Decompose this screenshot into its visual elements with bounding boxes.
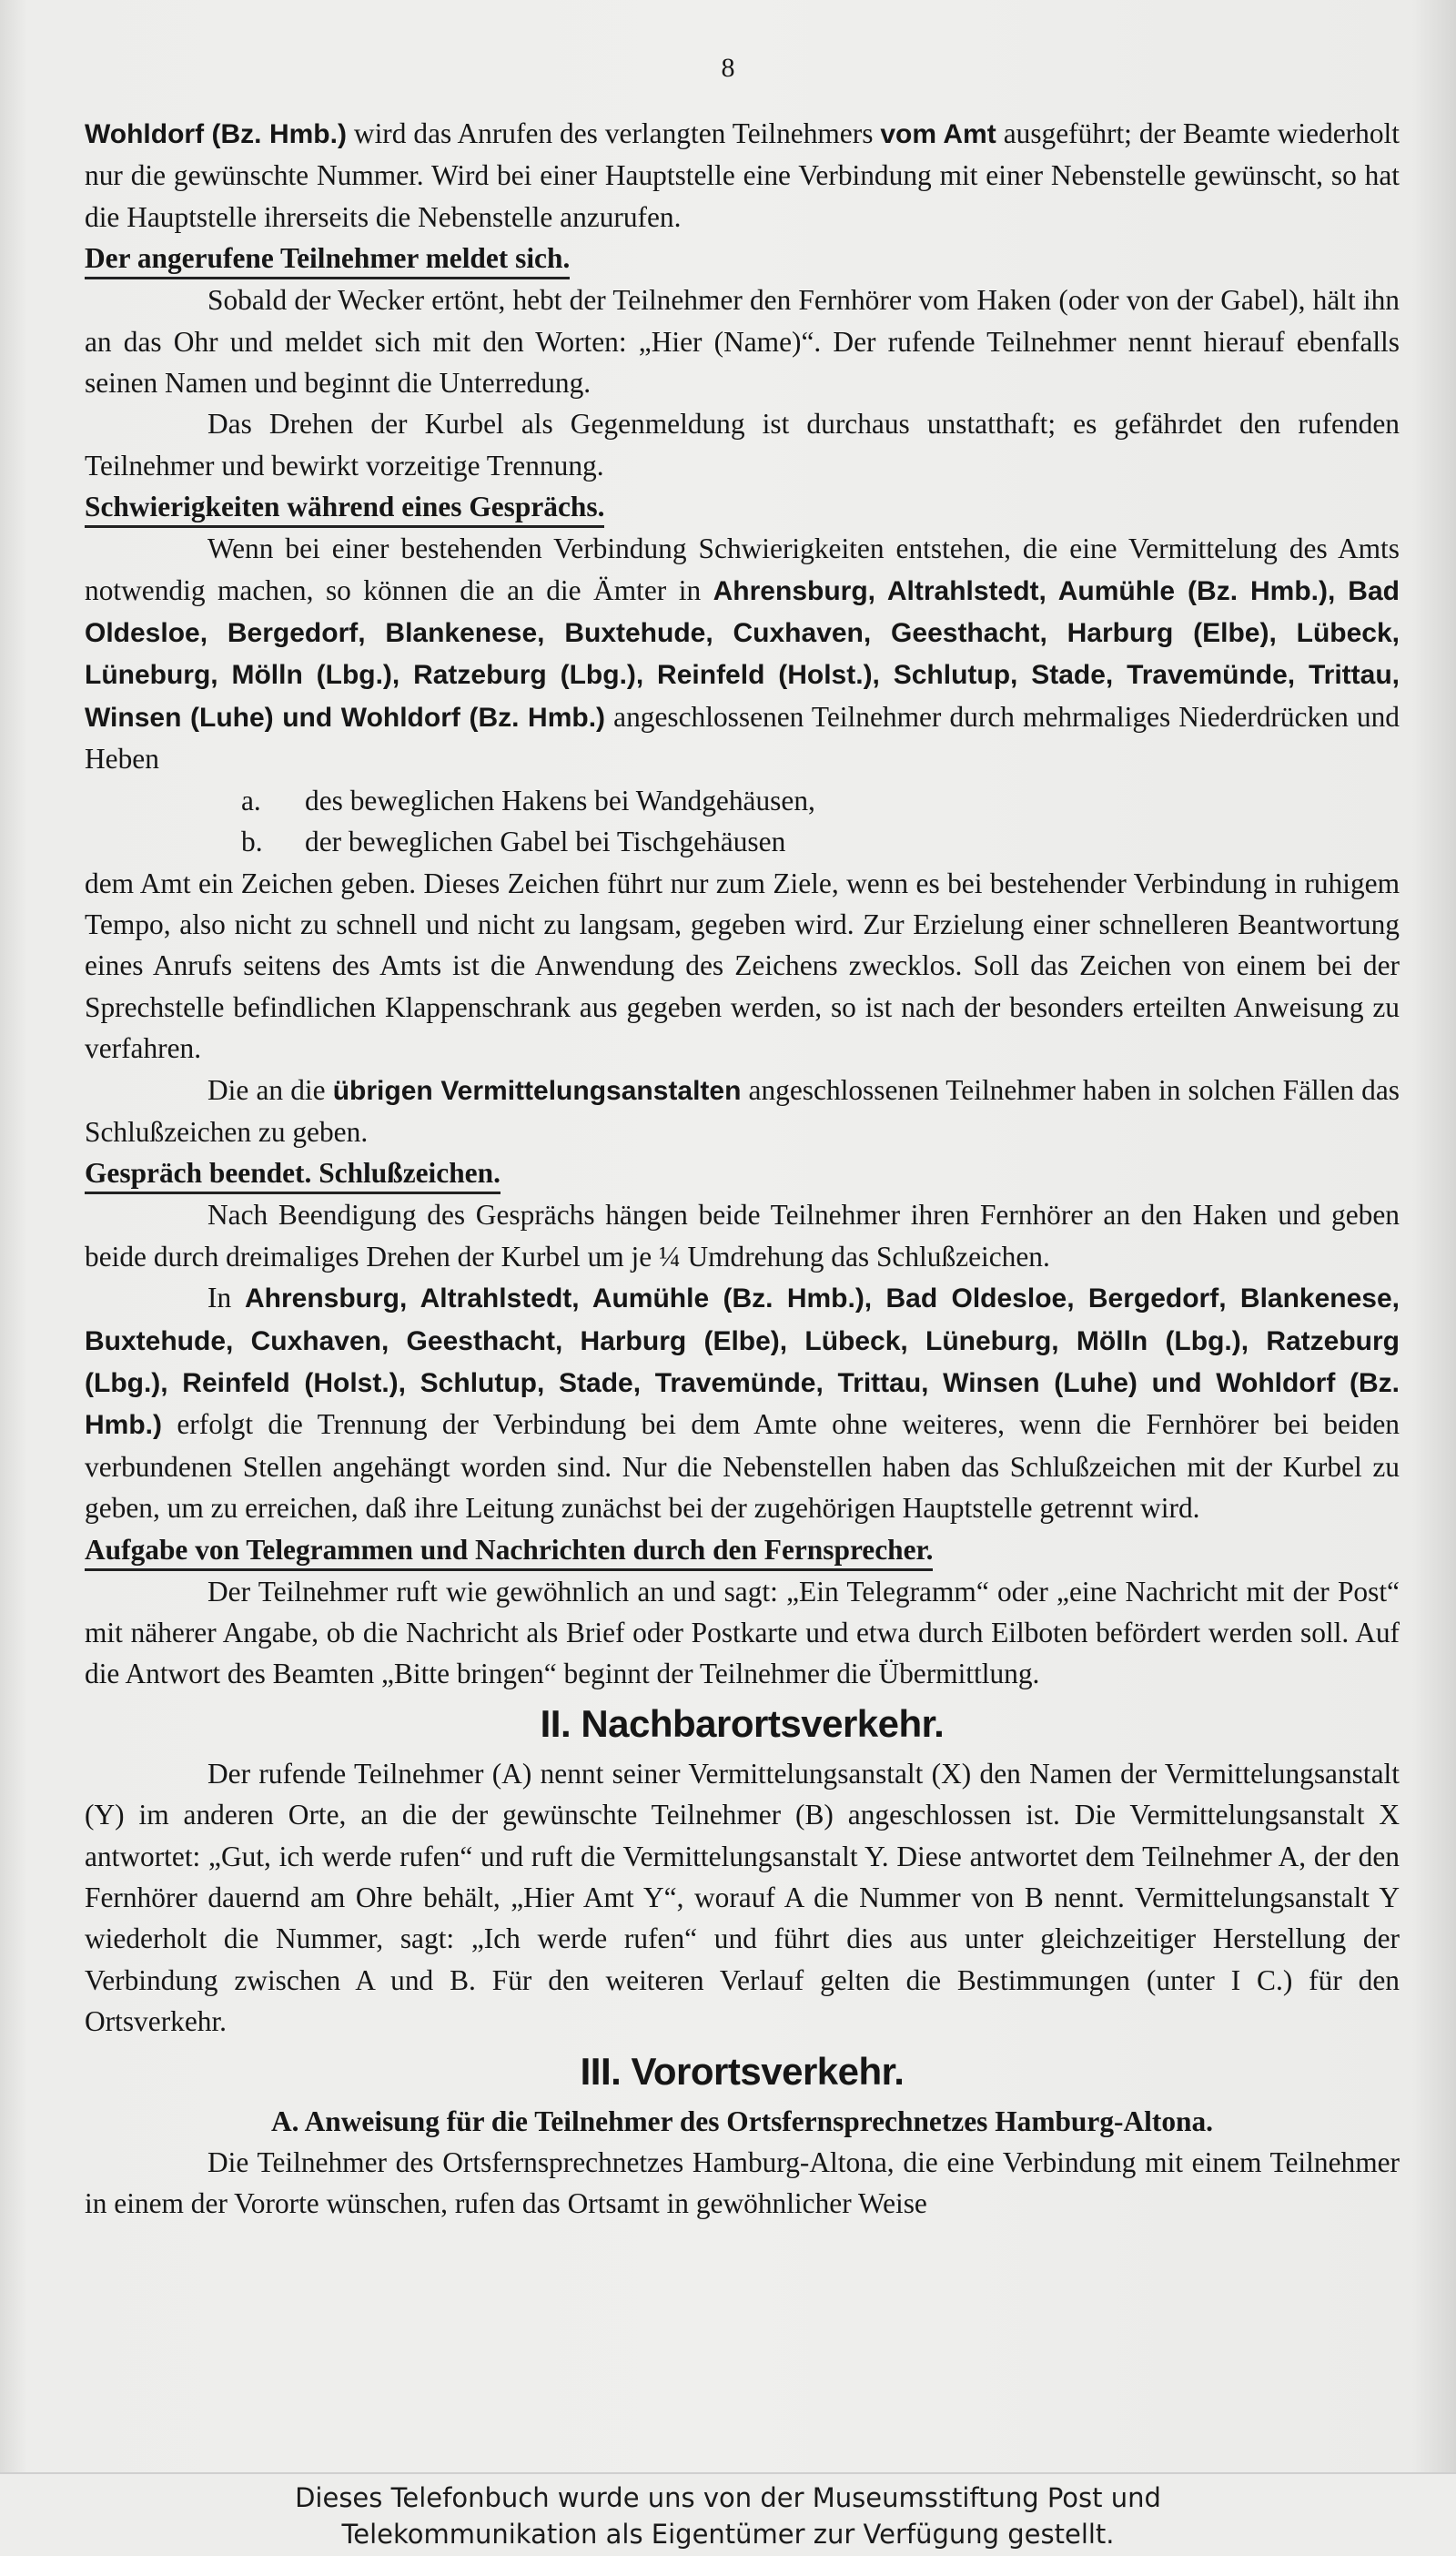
paragraph-zeichen: dem Amt ein Zeichen geben. Dieses Zeichen führt nur zum Ziele, wenn es bei bestehender Verbindung in ruhigem Tempo, also nicht zu schnell und nicht zu langsam, gegeben wird. Zur Erzielung einer schnelleren Beantwortung eines Anrufs seitens des Amts ist die Anwendung des Zeichens zwecklos. Soll das Zeichen von einem bei der Sprechstelle befindlichen Klappenschrank aus gegeben werden, so ist nach der besonders erteilten Anweisung zu verfahren. — [85, 867, 1400, 1065]
list-item-text: der beweglichen Gabel bei Tischgehäusen — [305, 826, 786, 858]
list-item-label: b. — [241, 826, 263, 858]
paragraph-hamburg-altona: Die Teilnehmer des Ortsfernsprechnetzes Hamburg-Altona, die eine Verbindung mit einem Teilnehmer in einem der Vororte wünschen, rufen das Ortsamt in gewöhnlicher Weise — [85, 2146, 1400, 2220]
text-run: angeschlossenen Teilnehmer haben in solchen Fällen das Schlußzeichen zu geben. — [85, 1073, 1400, 1148]
list-item-label: a. — [241, 784, 261, 816]
footer-line: Telekommunikation als Eigentümer zur Verfügung gestellt. — [341, 2519, 1115, 2550]
text-run: Wenn bei einer bestehenden Verbindung Schwierigkeiten entstehen, die eine Vermittelung des Amts notwendig machen, so können die an die Ämter in — [85, 532, 1400, 606]
paragraph-wecker: Sobald der Wecker ertönt, hebt der Teilnehmer den Fernhörer vom Haken (oder von der Gabel), hält ihn an das Ohr und meldet sich mit den Worten: „Hier (Name)“. Der rufende Teilnehmer nennt hierauf ebenfalls seinen Namen und beginnt die Unterredung. — [85, 284, 1400, 400]
text-run: Die an die — [207, 1073, 333, 1106]
paragraph-telegramm: Der Teilnehmer ruft wie gewöhnlich an und sagt: „Ein Telegramm“ oder „eine Nachricht mit der Post“ mit näherer Angabe, ob die Nachricht als Brief oder Postkarte und etwa durch Eilboten befördert werden soll. Auf die Antwort des Beamten „Bitte bringen“ beginnt der Teilnehmer die Übermittlung. — [85, 1575, 1400, 1690]
footer-line: Dieses Telefonbuch wurde uns von der Museumsstiftung Post und — [295, 2482, 1161, 2513]
list-item — [85, 780, 1400, 821]
heading-schlusszeichen: Gespräch beendet. Schlußzeichen. — [85, 1155, 500, 1194]
heading-teilnehmer-meldet: Der angerufene Teilnehmer meldet sich. — [85, 240, 570, 279]
paragraph-trennung — [85, 1277, 1400, 1528]
paragraph-uebrige — [85, 1070, 1400, 1153]
paragraph-kurbel: Das Drehen der Kurbel als Gegenmeldung ist durchaus unstatthaft; es gefährdet den rufenden Teilnehmer und bewirkt vorzeitige Trennung. — [85, 408, 1400, 482]
bold-place-list: Ahrensburg, Altrahlstedt, Aumühle (Bz. Hmb.), Bad Oldesloe, Bergedorf, Blankenese, Buxtehude, Cuxhaven, Geesthacht, Harburg (Elbe), Lübeck, Lüneburg, Mölln (Lbg.), Ratzeburg (Lbg.), Reinfeld (Holst.), Schlutup, Stade, Travemünde, Trittau, Winsen (Luhe) und Wohldorf (Bz. Hmb.) — [85, 575, 1400, 733]
paragraph-nachbarort: Der rufende Teilnehmer (A) nennt seiner Vermittelungsanstalt (X) den Namen der Vermittelungsanstalt (Y) im anderen Orte, an die der gewünschte Teilnehmer (B) angeschlossen ist. Die Vermittelungsanstalt X antwortet: „Gut, ich werde rufen“ und ruft die Vermittelungsanstalt Y. Diese antwortet dem Teilnehmer A, der den Fernhörer dauernd am Ohre behält, „Hier Amt Y“, worauf A die Nummer von B nennt. Vermittelungsanstalt Y wiederholt die Nummer, sagt: „Ich werde rufen“ und führt dies aus unter gleichzeitiger Herstellung der Verbindung zwischen A und B. Für den weiteren Verlauf gelten die Bestimmungen (unter I C.) für den Ortsverkehr. — [85, 1757, 1400, 2038]
section-title-vorortsverkehr: III. Vorortsverkehr. — [580, 2049, 905, 2093]
subsection-title: A. Anweisung für die Teilnehmer des Ortsfernsprechnetzes Hamburg-Altona. — [270, 2105, 1214, 2137]
page-content — [85, 113, 1400, 2225]
bold-place: Wohldorf (Bz. Hmb.) — [85, 119, 347, 149]
text-run: erfolgt die Trennung der Verbindung bei dem Amte ohne weiteres, wenn die Fernhörer bei beiden verbundenen Stellen angehängt worden sind. Nur die Nebenstellen haben das Schlußzeichen mit der Kurbel zu geben, um zu erreichen, daß ihre Leitung zunächst bei der zugehörigen Hauptstelle getrennt wird. — [85, 1408, 1400, 1525]
page-number: 8 — [721, 53, 735, 83]
paragraph-beendigung: Nach Beendigung des Gesprächs hängen beide Teilnehmer ihren Fernhörer an den Haken und geben beide durch dreimaliges Drehen der Kurbel um je ¼ Umdrehung das Schlußzeichen. — [85, 1199, 1400, 1273]
section-title-nachbarortsverkehr: II. Nachbarortsverkehr. — [540, 1701, 945, 1745]
text-run: angeschlossenen Teilnehmer durch mehrmaliges Niederdrücken und Heben — [85, 700, 1400, 776]
heading-schwierigkeiten: Schwierigkeiten während eines Gesprächs. — [85, 489, 604, 528]
list-item-text: des beweglichen Hakens bei Wandgehäusen, — [305, 784, 815, 816]
footer-notice — [0, 2472, 1456, 2556]
list-item — [85, 821, 1400, 862]
paragraph-intro — [85, 113, 1400, 238]
bold-term: vom Amt — [880, 119, 996, 149]
text-run: ausgeführt; der Beamte wiederholt nur die gewünschte Nummer. Wird bei einer Hauptstelle eine Verbindung mit einer Nebenstelle gewünscht, so hat die Hauptstelle ihrerseits die Nebenstelle anzurufen. — [85, 117, 1400, 233]
heading-telegramme: Aufgabe von Telegrammen und Nachrichten durch den Fernsprecher. — [85, 1532, 933, 1571]
text-run: wird das Anrufen des verlangten Teilnehmers — [346, 117, 881, 149]
bold-place-list: Ahrensburg, Altrahlstedt, Aumühle (Bz. Hmb.), Bad Oldesloe, Bergedorf, Blankenese, Buxtehude, Cuxhaven, Geesthacht, Harburg (Elbe), Lübeck, Lüneburg, Mölln (Lbg.), Ratzeburg (Lbg.), Reinfeld (Holst.), Schlutup, Stade, Travemünde, Trittau, Winsen (Luhe) und Wohldorf (Bz. Hmb.) — [85, 1283, 1400, 1441]
bold-term: übrigen Vermittelungsanstalten — [332, 1075, 742, 1106]
text-run: In — [207, 1282, 245, 1314]
paragraph-vermittelung — [85, 528, 1400, 779]
